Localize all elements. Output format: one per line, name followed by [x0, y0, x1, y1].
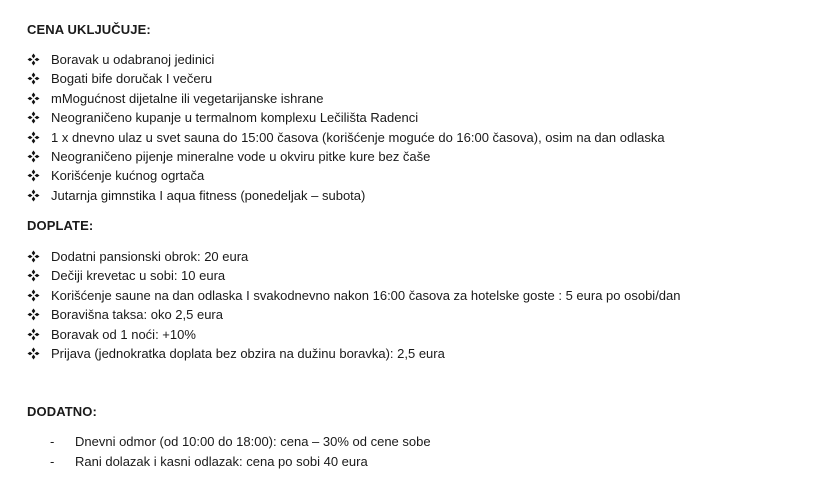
document-page: CENA UKLJUČUJE: Boravak u odabranoj jedinici Bogati bife doručak I večeru mMogućnost dijetalne ili vegetarijanske ishrane Neograničeno kupanje u termalnom komplexu Lečilišta Radenci 1 x dnevno ulaz u svet sauna do 15:00 časova (korišćenje moguće do 16:00 časova), osim na dan odlaska Neograničeno pijenje mineralne vode u okviru pitke kure bez čaše Korišćenje kućnog ogrtača Jutarnja gimnstika I aqua fitness (ponedeljak – subota) DOPLATE: Dodatni pansionski obrok: 20 eura Dečiji krevetac u sobi: 10 eura Korišćenje saune na dan odlaska I svakodnevno nakon 16:00 časova za hotelske goste : 5 eura po osobi/dan Boravišna taksa: oko 2,5 eura Boravak od 1 noći: +10% Prijava (jednokratka doplata bez obzira na dužinu boravka): 2,5 eura DODATNO: - Dnevni odmor (od 10:00 do 18:00): cena – 30% od cene sobe - Rani dolazak i kasni odlazak: cena po sobi 40 eura: [0, 0, 822, 489]
section-heading-surcharges: DOPLATE:: [27, 218, 94, 233]
dash-bullet: -: [50, 434, 55, 449]
section-heading-includes: CENA UKLJUČUJE:: [27, 22, 151, 37]
dash-bullet: -: [50, 454, 55, 469]
section-heading-additional: DODATNO:: [27, 404, 97, 419]
